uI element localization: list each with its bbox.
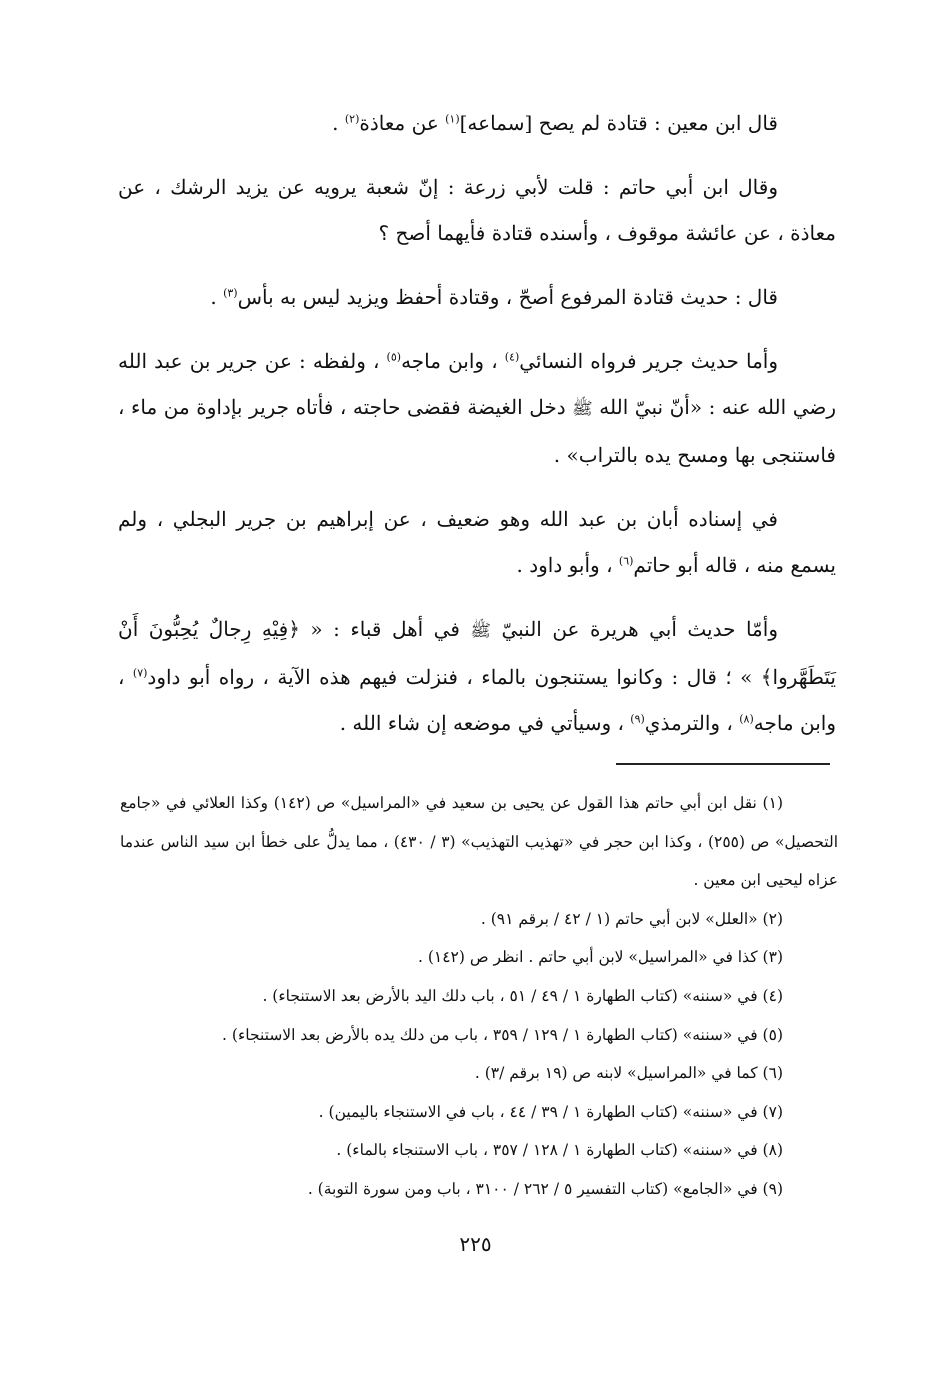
text-run: ، ولفظه : عن جرير بن عبد الله رضي الله عنه : «أنّ نبيّ الله	[118, 349, 836, 419]
text-run: قال : حديث قتادة المرفوع أصحّ ، وقتادة أحفظ ويزيد ليس به بأس	[237, 285, 778, 309]
paragraph-4	[118, 338, 836, 478]
text-run: في إسناده أبان بن عبد الله وهو ضعيف ، عن إبراهيم بن جرير البجلي ، ولم يسمع منه ، قاله أبو حاتم	[118, 507, 836, 577]
paragraph-6	[118, 606, 836, 746]
footnote-3: (٣) كذا في «المراسيل» لابن أبي حاتم . انظر ص (١٤٢) .	[418, 948, 783, 967]
footnote-7: (٧) في «سننه» (كتاب الطهارة ١ / ٣٩ / ٤٤ ، باب في الاستنجاء باليمين) .	[318, 1102, 783, 1121]
footnote-8: (٨) في «سننه» (كتاب الطهارة ١ / ١٢٨ / ٣٥٧ ، باب الاستنجاء بالماء) .	[336, 1141, 783, 1160]
footnote-ref[interactable]: (١)	[445, 112, 460, 126]
text-run: ، وسيأتي في موضعه إن شاء الله .	[339, 711, 631, 735]
text-run: ، وأبو داود .	[516, 553, 619, 577]
footnote-4: (٤) في «سننه» (كتاب الطهارة ١ / ٤٩ / ٥١ ، باب دلك اليد بالأرض بعد الاستنجاء) .	[262, 986, 783, 1005]
footnote-9: (٩) في «الجامع» (كتاب التفسير ٥ / ٢٦٢ / ٣١٠٠ ، باب ومن سورة التوبة) .	[307, 1179, 783, 1198]
paragraph-3	[118, 274, 836, 320]
footnote-2: (٢) «العلل» لابن أبي حاتم (١ / ٤٢ / برقم ٩١) .	[480, 909, 783, 928]
text-run: ، وابن ماجه	[401, 349, 505, 373]
main-text	[118, 100, 836, 764]
page-number: ٢٢٥	[459, 1232, 492, 1256]
text-run: عن معاذة	[359, 111, 446, 135]
footnote-divider	[616, 763, 830, 765]
footnote-ref[interactable]: (٩)	[630, 712, 645, 726]
text-run: .	[332, 111, 345, 135]
footnote-1: (١) نقل ابن أبي حاتم هذا القول عن يحيى بن سعيد في «المراسيل» ص (١٤٢) وكذا العلائي في «جامع التحصيل» ص (٢٥٥) ، وكذا ابن حجر في «تهذيب التهذيب» (٣ / ٤٣٠) ، مما يدلُّ على خطأ ابن سيد الناس عندما عزاه ليحيى ابن معين .	[120, 794, 838, 890]
honorific-glyph: ﷺ	[470, 621, 491, 641]
paragraph-5	[118, 496, 836, 588]
footnote-ref[interactable]: (٥)	[386, 350, 402, 364]
footnotes	[120, 784, 838, 1209]
footnote-ref[interactable]: (٢)	[344, 112, 360, 126]
text-run: في أهل قباء : « ﴿فِيْهِ رِجالٌ يُحِبُّونَ أَنْ يَتَطَهَّروا﴾ » ؛ قال : وكانوا يستنجون بالماء ، فنزلت فيهم هذه الآية ، رواه أبو داود	[118, 617, 837, 689]
honorific-glyph: ﷺ	[572, 399, 593, 419]
text-run: .	[210, 285, 224, 309]
text-run: ، وابن ماجه	[118, 665, 836, 735]
footnote-ref[interactable]: (٦)	[618, 554, 634, 568]
footnote-ref[interactable]: (٤)	[504, 350, 520, 364]
text-run: ، والترمذي	[644, 711, 740, 735]
text-run: وأما حديث جرير فرواه النسائي	[519, 349, 778, 373]
paragraph-2	[118, 164, 836, 256]
footnote-ref[interactable]: (٣)	[223, 286, 238, 300]
paragraph-1	[118, 100, 836, 146]
footnote-5: (٥) في «سننه» (كتاب الطهارة ١ / ١٢٩ / ٣٥٩ ، باب من دلك يده بالأرض بعد الاستنجاء) .	[222, 1025, 783, 1044]
text-run: وأمّا حديث أبي هريرة عن النبيّ	[501, 617, 778, 641]
footnote-ref[interactable]: (٧)	[132, 666, 148, 680]
footnote-6: (٦) كما في «المراسيل» لابنه ص (١٩ برقم /٣) .	[474, 1064, 783, 1083]
text-run: قال ابن معين : قتادة لم يصح [سماعه]	[459, 111, 778, 135]
text-run: دخل الغيضة فقضى حاجته ، فأتاه جرير بإداوة من ماء ، فاستنجى بها ومسح يده بالتراب» .	[118, 395, 836, 467]
text-run: وقال ابن أبي حاتم : قلت لأبي زرعة : إنّ شعبة يرويه عن يزيد الرشك ، عن معاذة ، عن عائشة موقوف ، وأسنده قتادة فأيهما أصح ؟	[118, 175, 836, 245]
footnote-ref[interactable]: (٨)	[739, 712, 754, 726]
